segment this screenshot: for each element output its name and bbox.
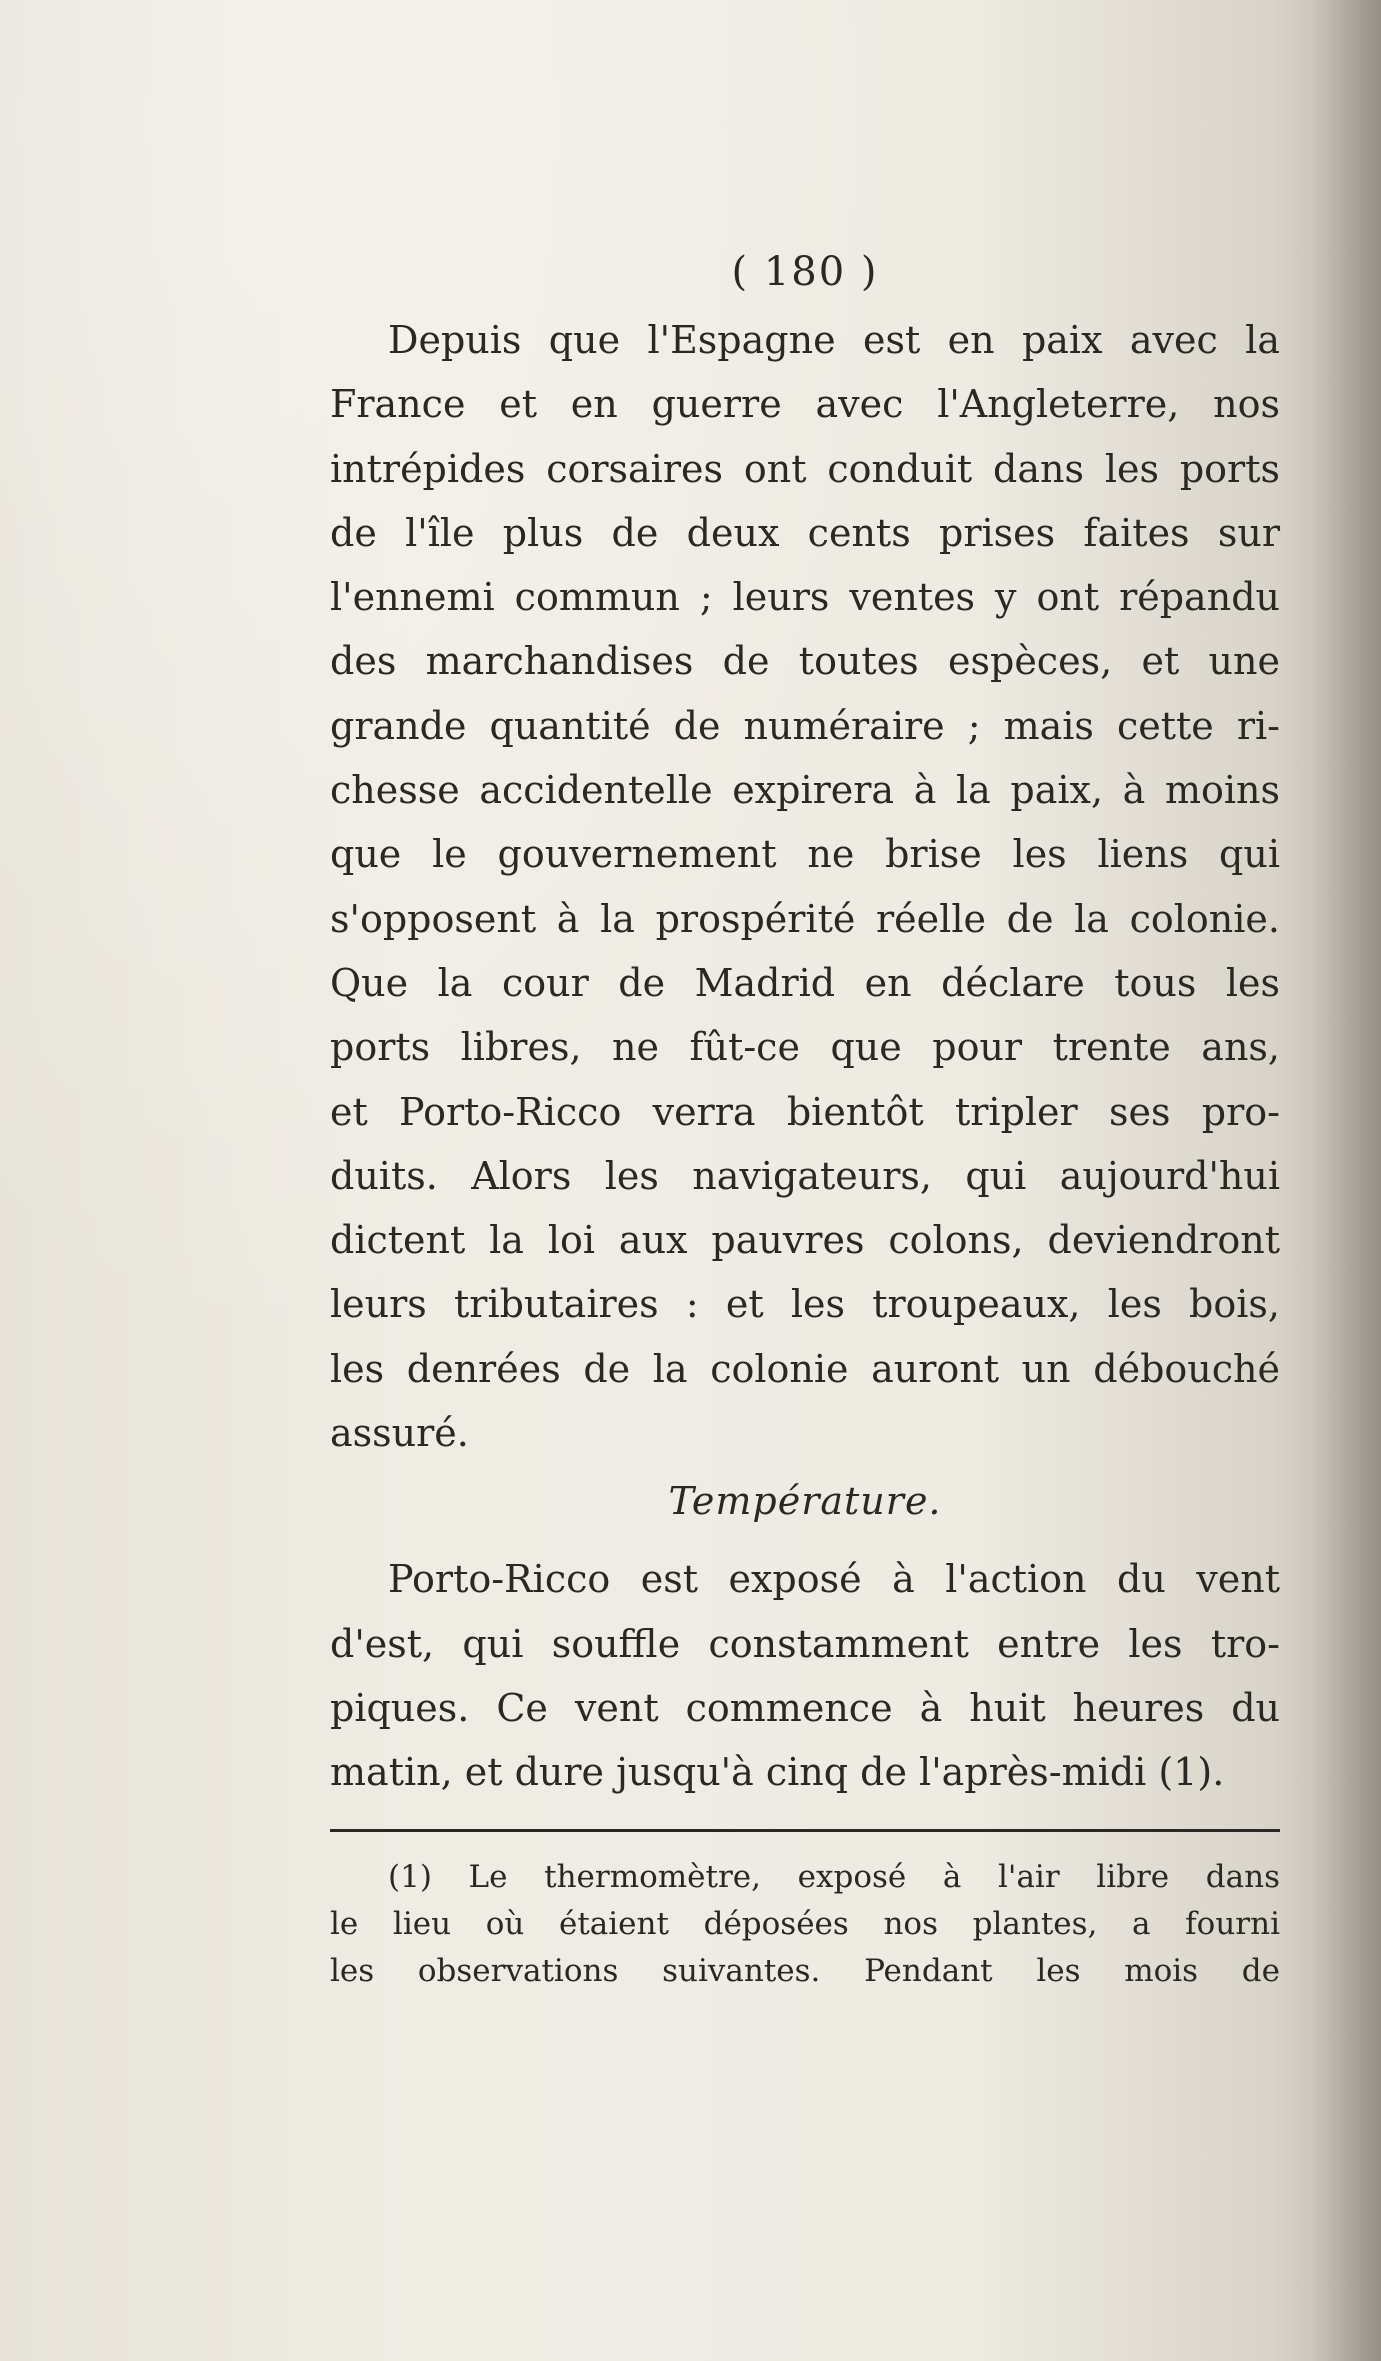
text-line: s'opposent à la prospérité réelle de la colonie. (330, 896, 1280, 941)
text-line: les denrées de la colonie auront un débouché (330, 1346, 1280, 1391)
text-line: piques. Ce vent commence à huit heures du (330, 1685, 1280, 1730)
text-line: intrépides corsaires ont conduit dans les ports (330, 446, 1280, 491)
page-content (330, 246, 1280, 1995)
text-line: dictent la loi aux pauvres colons, deviendront (330, 1218, 1280, 1263)
footnote-line: les observations suivantes. Pendant les mois de (330, 1952, 1280, 1989)
text-line: l'ennemi commun ; leurs ventes y ont répandu (330, 575, 1280, 620)
page-edge-shadow (1311, 0, 1381, 2361)
footnote (330, 1854, 1280, 1995)
footnote-line: le lieu où étaient déposées nos plantes, a fourni (330, 1905, 1280, 1942)
footnote-divider (330, 1829, 1280, 1832)
text-line: assuré. (330, 1411, 469, 1456)
text-line: Depuis que l'Espagne est en paix avec la (388, 318, 1280, 362)
text-line: chesse accidentelle expirera à la paix, à moins (330, 768, 1280, 813)
text-line: leurs tributaires : et les troupeaux, les bois, (330, 1282, 1280, 1327)
text-line: des marchandises de toutes espèces, et une (330, 639, 1280, 684)
text-line: d'est, qui souffle constamment entre les tro- (330, 1621, 1280, 1666)
text-line: grande quantité de numéraire ; mais cette ri- (330, 703, 1280, 748)
text-line: Porto-Ricco est exposé à l'action du vent (388, 1557, 1280, 1602)
text-line: duits. Alors les navigateurs, qui aujourd'hui (330, 1153, 1280, 1198)
paragraph-temperature (330, 1547, 1280, 1804)
text-line: ports libres, ne fût-ce que pour trente ans, (330, 1025, 1280, 1070)
paragraph-commerce (330, 308, 1280, 1465)
footnote-line: (1) Le thermomètre, exposé à l'air libre dans (388, 1858, 1280, 1895)
page-number-header: ( 180 ) (731, 249, 879, 295)
text-line: de l'île plus de deux cents prises faites sur (330, 510, 1280, 555)
text-line: et Porto-Ricco verra bientôt tripler ses pro- (330, 1089, 1280, 1134)
text-line: France et en guerre avec l'Angleterre, nos (330, 382, 1280, 427)
section-heading-temperature: Température. (668, 1479, 942, 1524)
text-line: matin, et dure jusqu'à cinq de l'après-midi (1). (330, 1750, 1225, 1795)
text-line: Que la cour de Madrid en déclare tous les (330, 960, 1280, 1005)
text-line: que le gouvernement ne brise les liens qui (330, 832, 1280, 877)
